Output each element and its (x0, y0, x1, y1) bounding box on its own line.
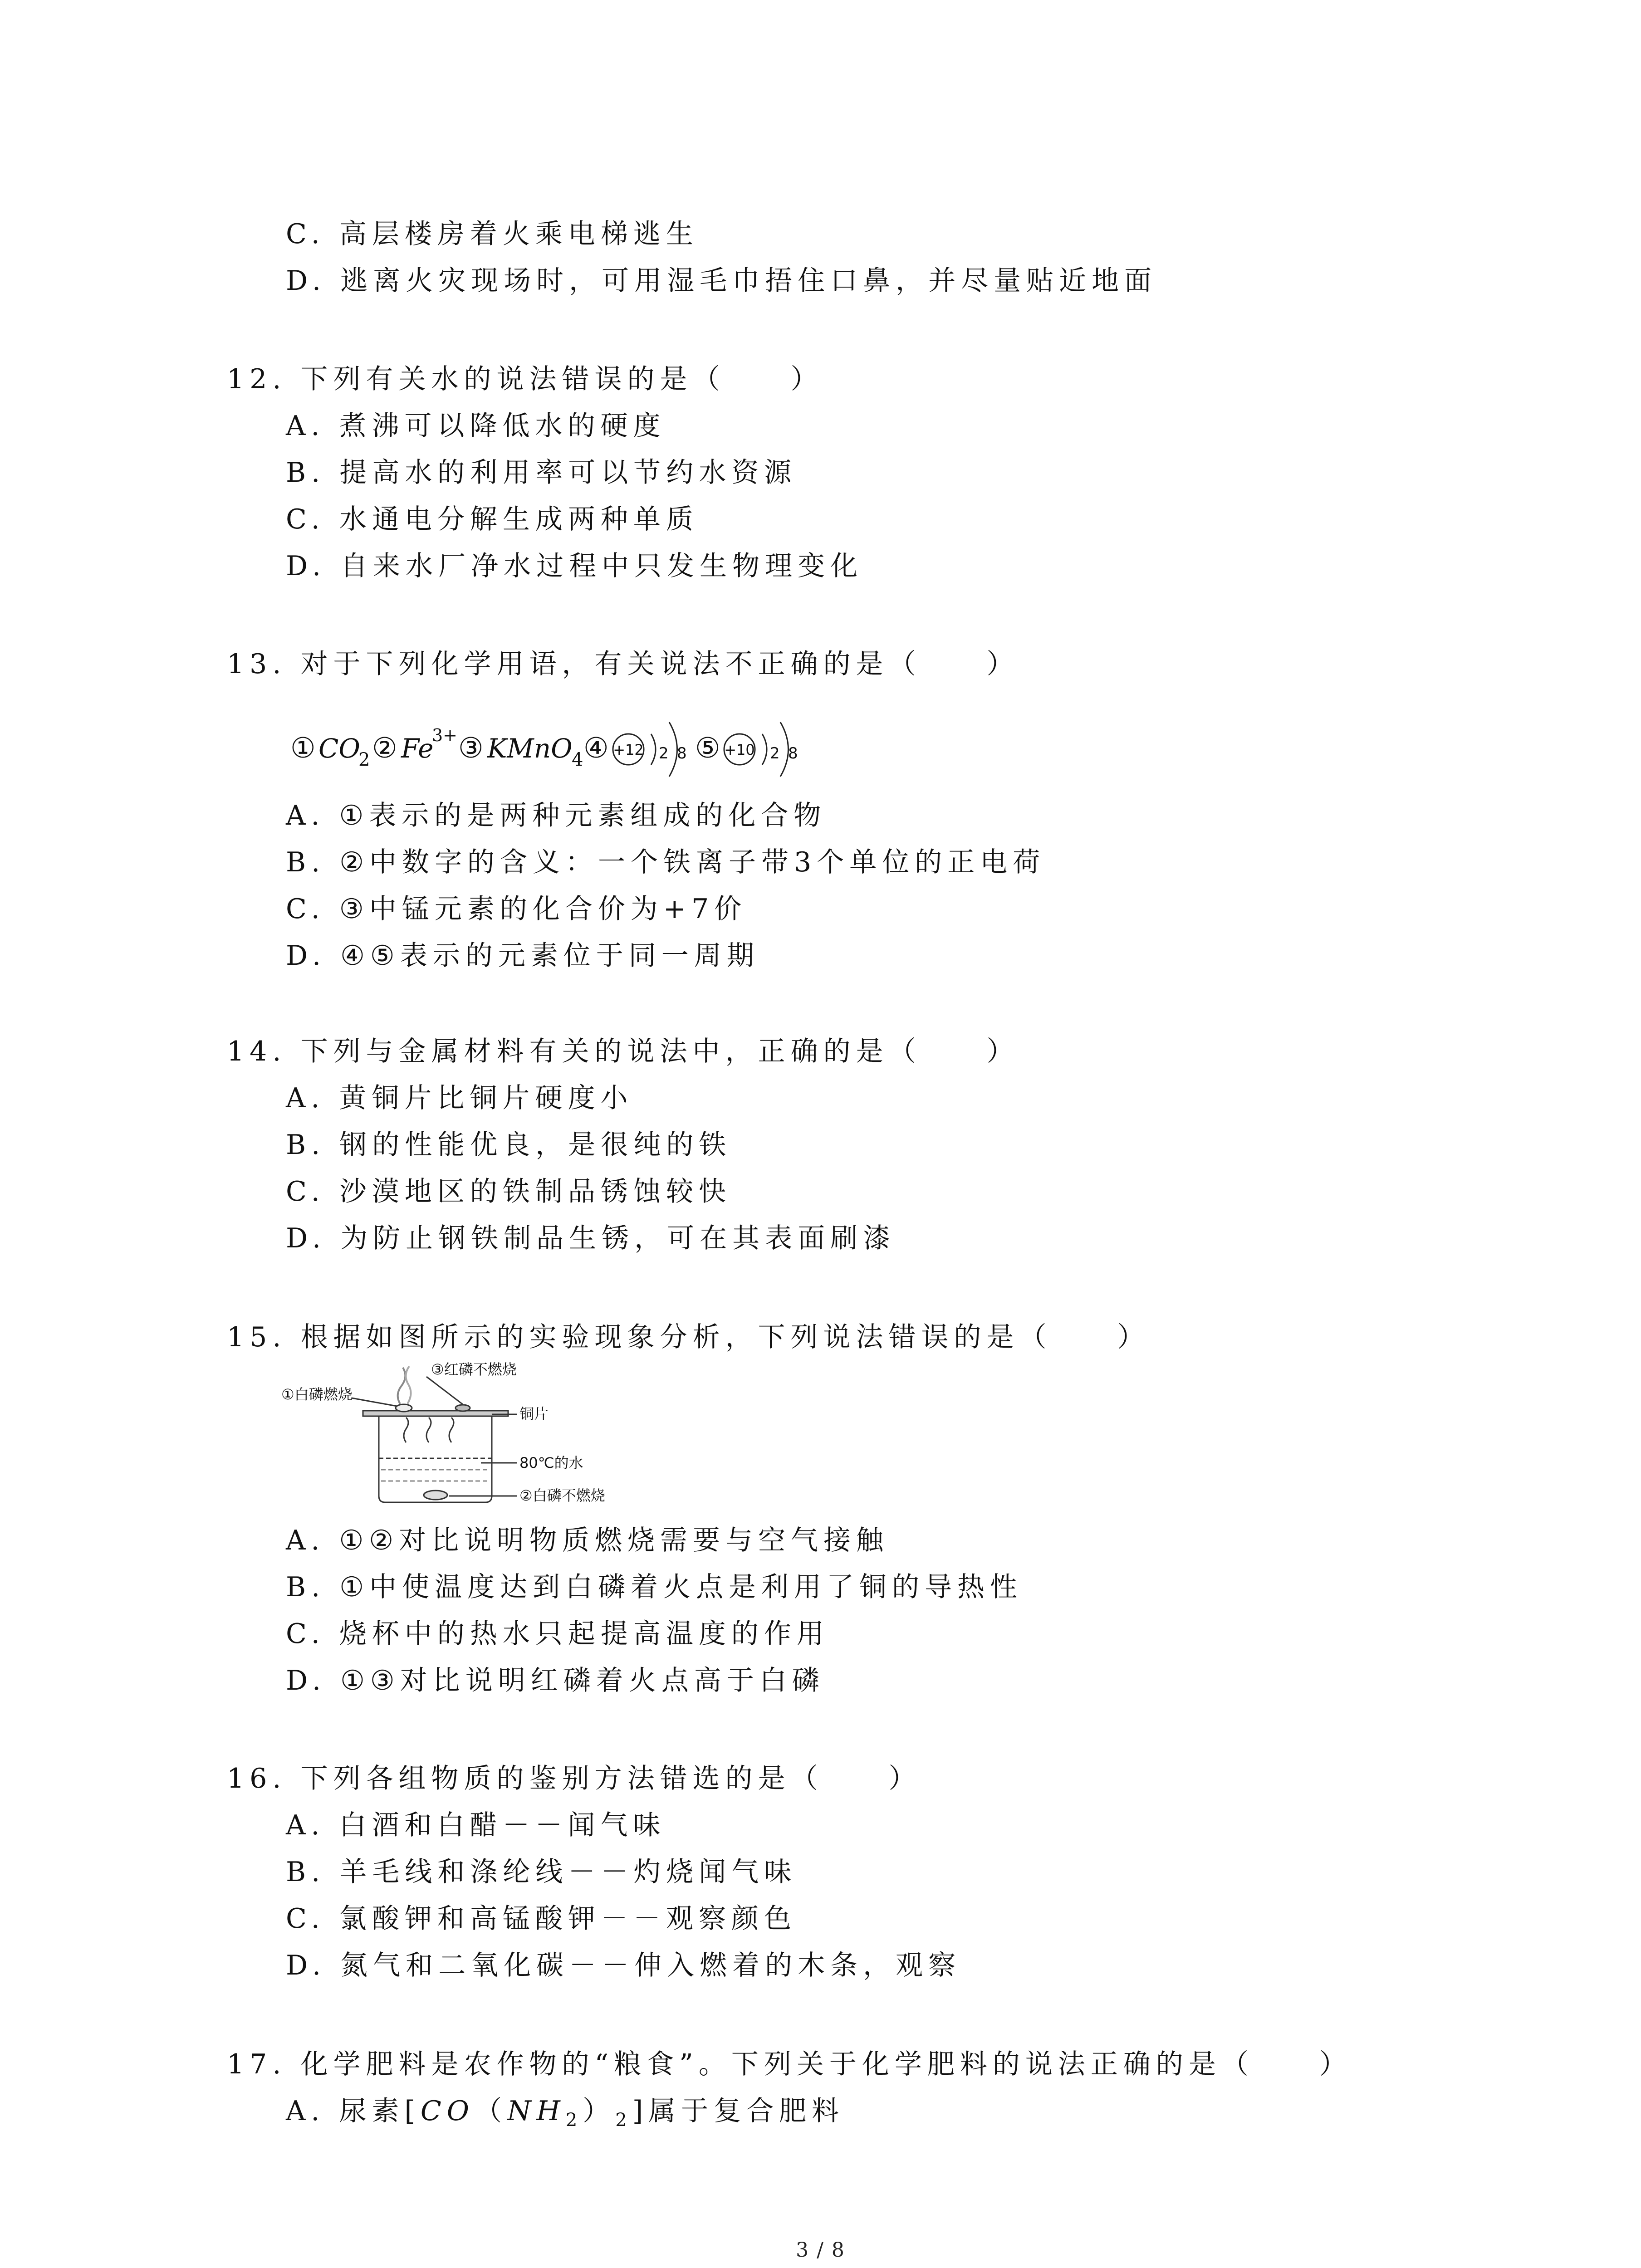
q16-option-b: B. 羊毛线和涤纶线－－灼烧闻气味 (286, 1856, 797, 1888)
atom5-shell2: 8 (788, 744, 798, 763)
atom4-shell1: 2 (659, 744, 669, 763)
q16-option-a: A. 白酒和白醋－－闻气味 (286, 1809, 666, 1841)
page-number: 3 / 8 (796, 2239, 845, 2262)
marker-5: ⑤ (695, 731, 720, 764)
label-white-phosphorus-not-burning: ②白磷不燃烧 (519, 1487, 605, 1504)
q11-option-c: C. 高层楼房着火乘电梯逃生 (286, 218, 699, 250)
q14-stem: 14. 下列与金属材料有关的说法中，正确的是（ ） (227, 1036, 1019, 1067)
q14-option-d: D. 为防止钢铁制品生锈，可在其表面刷漆 (286, 1222, 896, 1254)
urea-nh: NH (507, 2095, 566, 2127)
q14-option-b: B. 钢的性能优良，是很纯的铁 (286, 1129, 732, 1161)
label-hot-water: 80℃的水 (519, 1454, 583, 1471)
q16-option-c: C. 氯酸钾和高锰酸钾－－观察颜色 (286, 1903, 797, 1935)
q15-option-d: D. ①③对比说明红磷着火点高于白磷 (286, 1665, 825, 1696)
co2-subscript: 2 (358, 749, 370, 770)
q17-stem: 17. 化学肥料是农作物的“粮食”。下列关于化学肥料的说法正确的是（ ） (227, 2048, 1352, 2080)
urea-paren-close: ） (583, 2095, 616, 2127)
fe-ion: Fe (401, 733, 434, 764)
q15-option-a: A. ①②对比说明物质燃烧需要与空气接触 (286, 1525, 889, 1556)
atom4-shell2: 8 (677, 744, 687, 763)
q12-option-a: A. 煮沸可以降低水的硬度 (286, 410, 666, 442)
urea-group-subscript: 2 (615, 2110, 632, 2131)
atom4-nucleus: +12 (613, 741, 644, 758)
marker-3: ③ (458, 731, 484, 764)
kmno4-subscript: 4 (572, 749, 583, 770)
urea-paren-open: （ (475, 2095, 507, 2127)
q17-option-a-prefix: A. 尿素[ (286, 2095, 421, 2127)
q12-option-c: C. 水通电分解生成两种单质 (286, 503, 699, 535)
q15-option-c: C. 烧杯中的热水只起提高温度的作用 (286, 1618, 829, 1650)
q12-stem: 12. 下列有关水的说法错误的是（ ） (227, 363, 823, 395)
q13-option-a: A. ①表示的是两种元素组成的化合物 (286, 800, 827, 831)
atom-structure-4 (613, 722, 687, 777)
kmno4-formula: KMnO (487, 733, 573, 764)
atom5-shell1: 2 (770, 744, 780, 763)
q17-option-a-suffix: ]属于复合肥料 (632, 2095, 845, 2127)
combustion-experiment-figure (281, 1361, 608, 1515)
q12-option-b: B. 提高水的利用率可以节约水资源 (286, 457, 797, 489)
q14-option-a: A. 黄铜片比铜片硬度小 (286, 1082, 633, 1114)
q11-option-d: D. 逃离火灾现场时，可用湿毛巾捂住口鼻，并尽量贴近地面 (286, 265, 1157, 297)
fe-superscript: 3+ (432, 725, 458, 745)
urea-co: CO (420, 2095, 475, 2127)
q13-option-c: C. ③中锰元素的化合价为+7价 (286, 893, 747, 925)
q15-stem: 15. 根据如图所示的实验现象分析，下列说法错误的是（ ） (227, 1321, 1150, 1353)
marker-1: ① (290, 731, 316, 764)
q13-option-d: D. ④⑤表示的元素位于同一周期 (286, 940, 759, 972)
co2-formula: CO (318, 733, 360, 764)
atom-structure-5 (724, 722, 798, 777)
label-red-phosphorus: ③红磷不燃烧 (431, 1361, 517, 1378)
atom5-nucleus: +10 (724, 741, 755, 758)
urea-nh-subscript: 2 (565, 2110, 583, 2131)
q13-formula (290, 708, 835, 785)
label-copper-plate: 铜片 (519, 1405, 549, 1422)
q13-option-b: B. ②中数字的含义：一个铁离子带3个单位的正电荷 (286, 846, 1046, 878)
label-white-phosphorus-burning: ①白磷燃烧 (281, 1386, 353, 1403)
q12-option-d: D. 自来水厂净水过程中只发生物理变化 (286, 550, 863, 582)
q14-option-c: C. 沙漠地区的铁制品锈蚀较快 (286, 1176, 731, 1207)
q15-option-b: B. ①中使温度达到白磷着火点是利用了铜的导热性 (286, 1571, 1023, 1603)
q17-option-a (286, 2095, 844, 2136)
q16-stem: 16. 下列各组物质的鉴别方法错选的是（ ） (227, 1763, 921, 1794)
q16-option-d: D. 氮气和二氧化碳－－伸入燃着的木条，观察 (286, 1950, 961, 1981)
q13-stem: 13. 对于下列化学用语，有关说法不正确的是（ ） (227, 648, 1019, 680)
marker-4: ④ (583, 731, 609, 764)
marker-2: ② (372, 731, 397, 764)
